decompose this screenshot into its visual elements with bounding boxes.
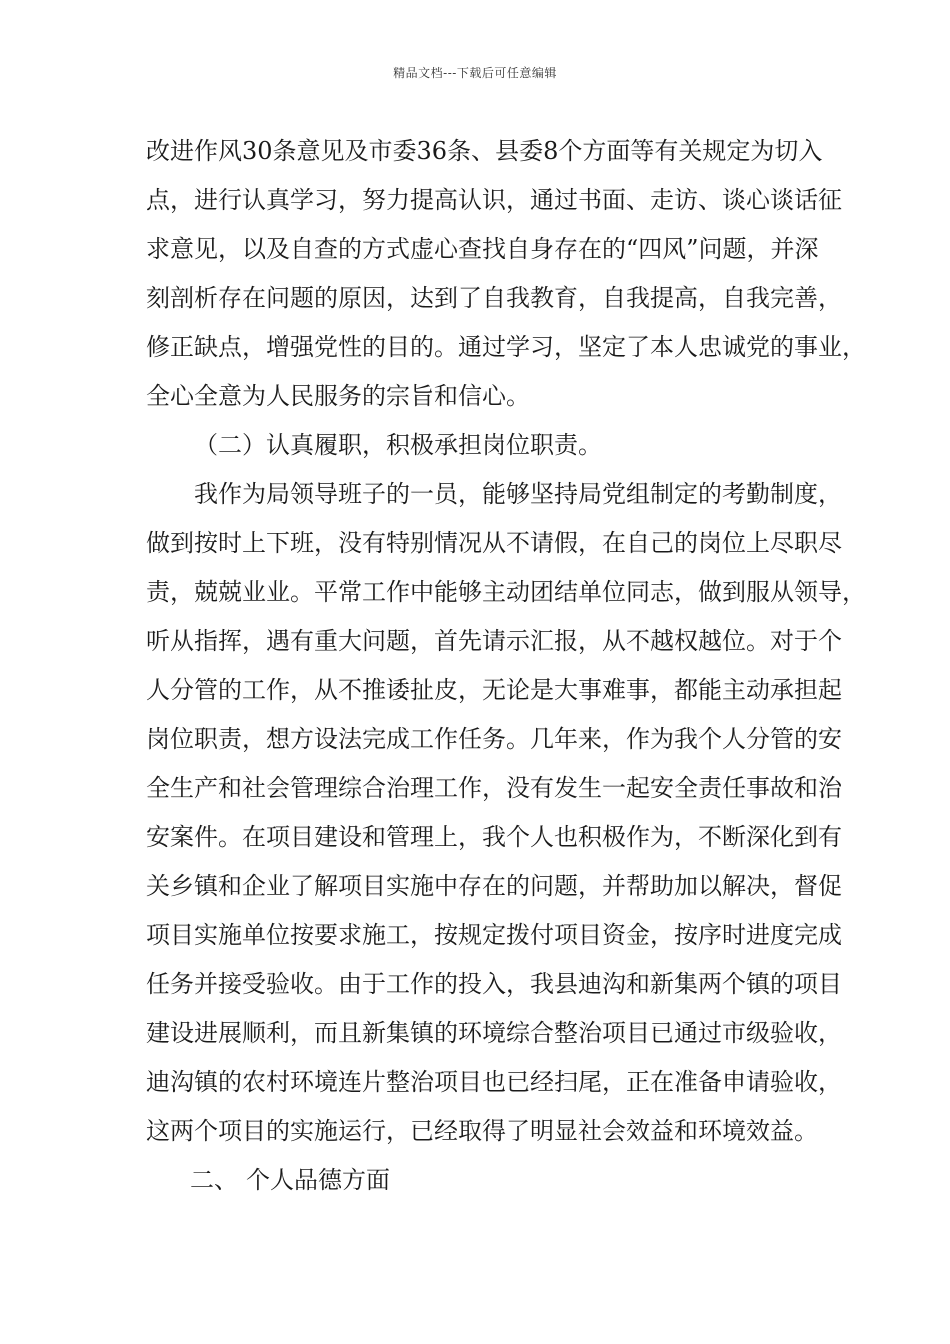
- paragraph-line: 做到按时上下班，没有特别情况从不请假，在自己的岗位上尽职尽: [146, 529, 842, 557]
- page-header: 精品文档---下载后可任意编辑: [393, 66, 557, 80]
- paragraph-line: 岗位职责，想方设法完成工作任务。几年来，作为我个人分管的安: [146, 725, 842, 753]
- paragraph-line: 我作为局领导班子的一员，能够坚持局党组制定的考勤制度，: [194, 480, 842, 508]
- paragraph-line: 刻剖析存在问题的原因，达到了自我教育，自我提高，自我完善，: [146, 284, 842, 312]
- paragraph-line: 任务并接受验收。由于工作的投入，我县迪沟和新集两个镇的项目: [146, 970, 842, 998]
- paragraph-line: 全生产和社会管理综合治理工作，没有发生一起安全责任事故和治: [146, 774, 842, 802]
- paragraph-line: 求意见，以及自查的方式虚心查找自身存在的“四风”问题，并深: [146, 235, 819, 263]
- paragraph-line: 人分管的工作，从不推诿扯皮，无论是大事难事，都能主动承担起: [146, 676, 842, 704]
- paragraph-line: 建设进展顺利，而且新集镇的环境综合整治项目已通过市级验收，: [146, 1019, 842, 1047]
- section-number: 二、: [190, 1166, 238, 1194]
- paragraph-line: 项目实施单位按要求施工，按规定拨付项目资金，按序时进度完成: [146, 921, 842, 949]
- paragraph-line: 点，进行认真学习，努力提高认识，通过书面、走访、谈心谈话征: [146, 186, 842, 214]
- paragraph-line: 责，兢兢业业。平常工作中能够主动团结单位同志，做到服从领导，: [146, 578, 866, 606]
- paragraph-line: 改进作风30条意见及市委36条、县委8个方面等有关规定为切入: [146, 137, 823, 165]
- subheading: （二）认真履职，积极承担岗位职责。: [194, 431, 602, 459]
- paragraph-line: 全心全意为人民服务的宗旨和信心。: [146, 382, 530, 410]
- paragraph-line: 修正缺点，增强党性的目的。通过学习，坚定了本人忠诚党的事业，: [146, 333, 866, 361]
- paragraph-line: 听从指挥，遇有重大问题，首先请示汇报，从不越权越位。对于个: [146, 627, 842, 655]
- paragraph-line: 这两个项目的实施运行，已经取得了明显社会效益和环境效益。: [146, 1117, 818, 1145]
- paragraph-line: 迪沟镇的农村环境连片整治项目也已经扫尾，正在准备申请验收，: [146, 1068, 842, 1096]
- paragraph-line: 安案件。在项目建设和管理上，我个人也积极作为，不断深化到有: [146, 823, 842, 851]
- section-title: 个人品德方面: [246, 1166, 390, 1194]
- paragraph-line: 关乡镇和企业了解项目实施中存在的问题，并帮助加以解决，督促: [146, 872, 842, 900]
